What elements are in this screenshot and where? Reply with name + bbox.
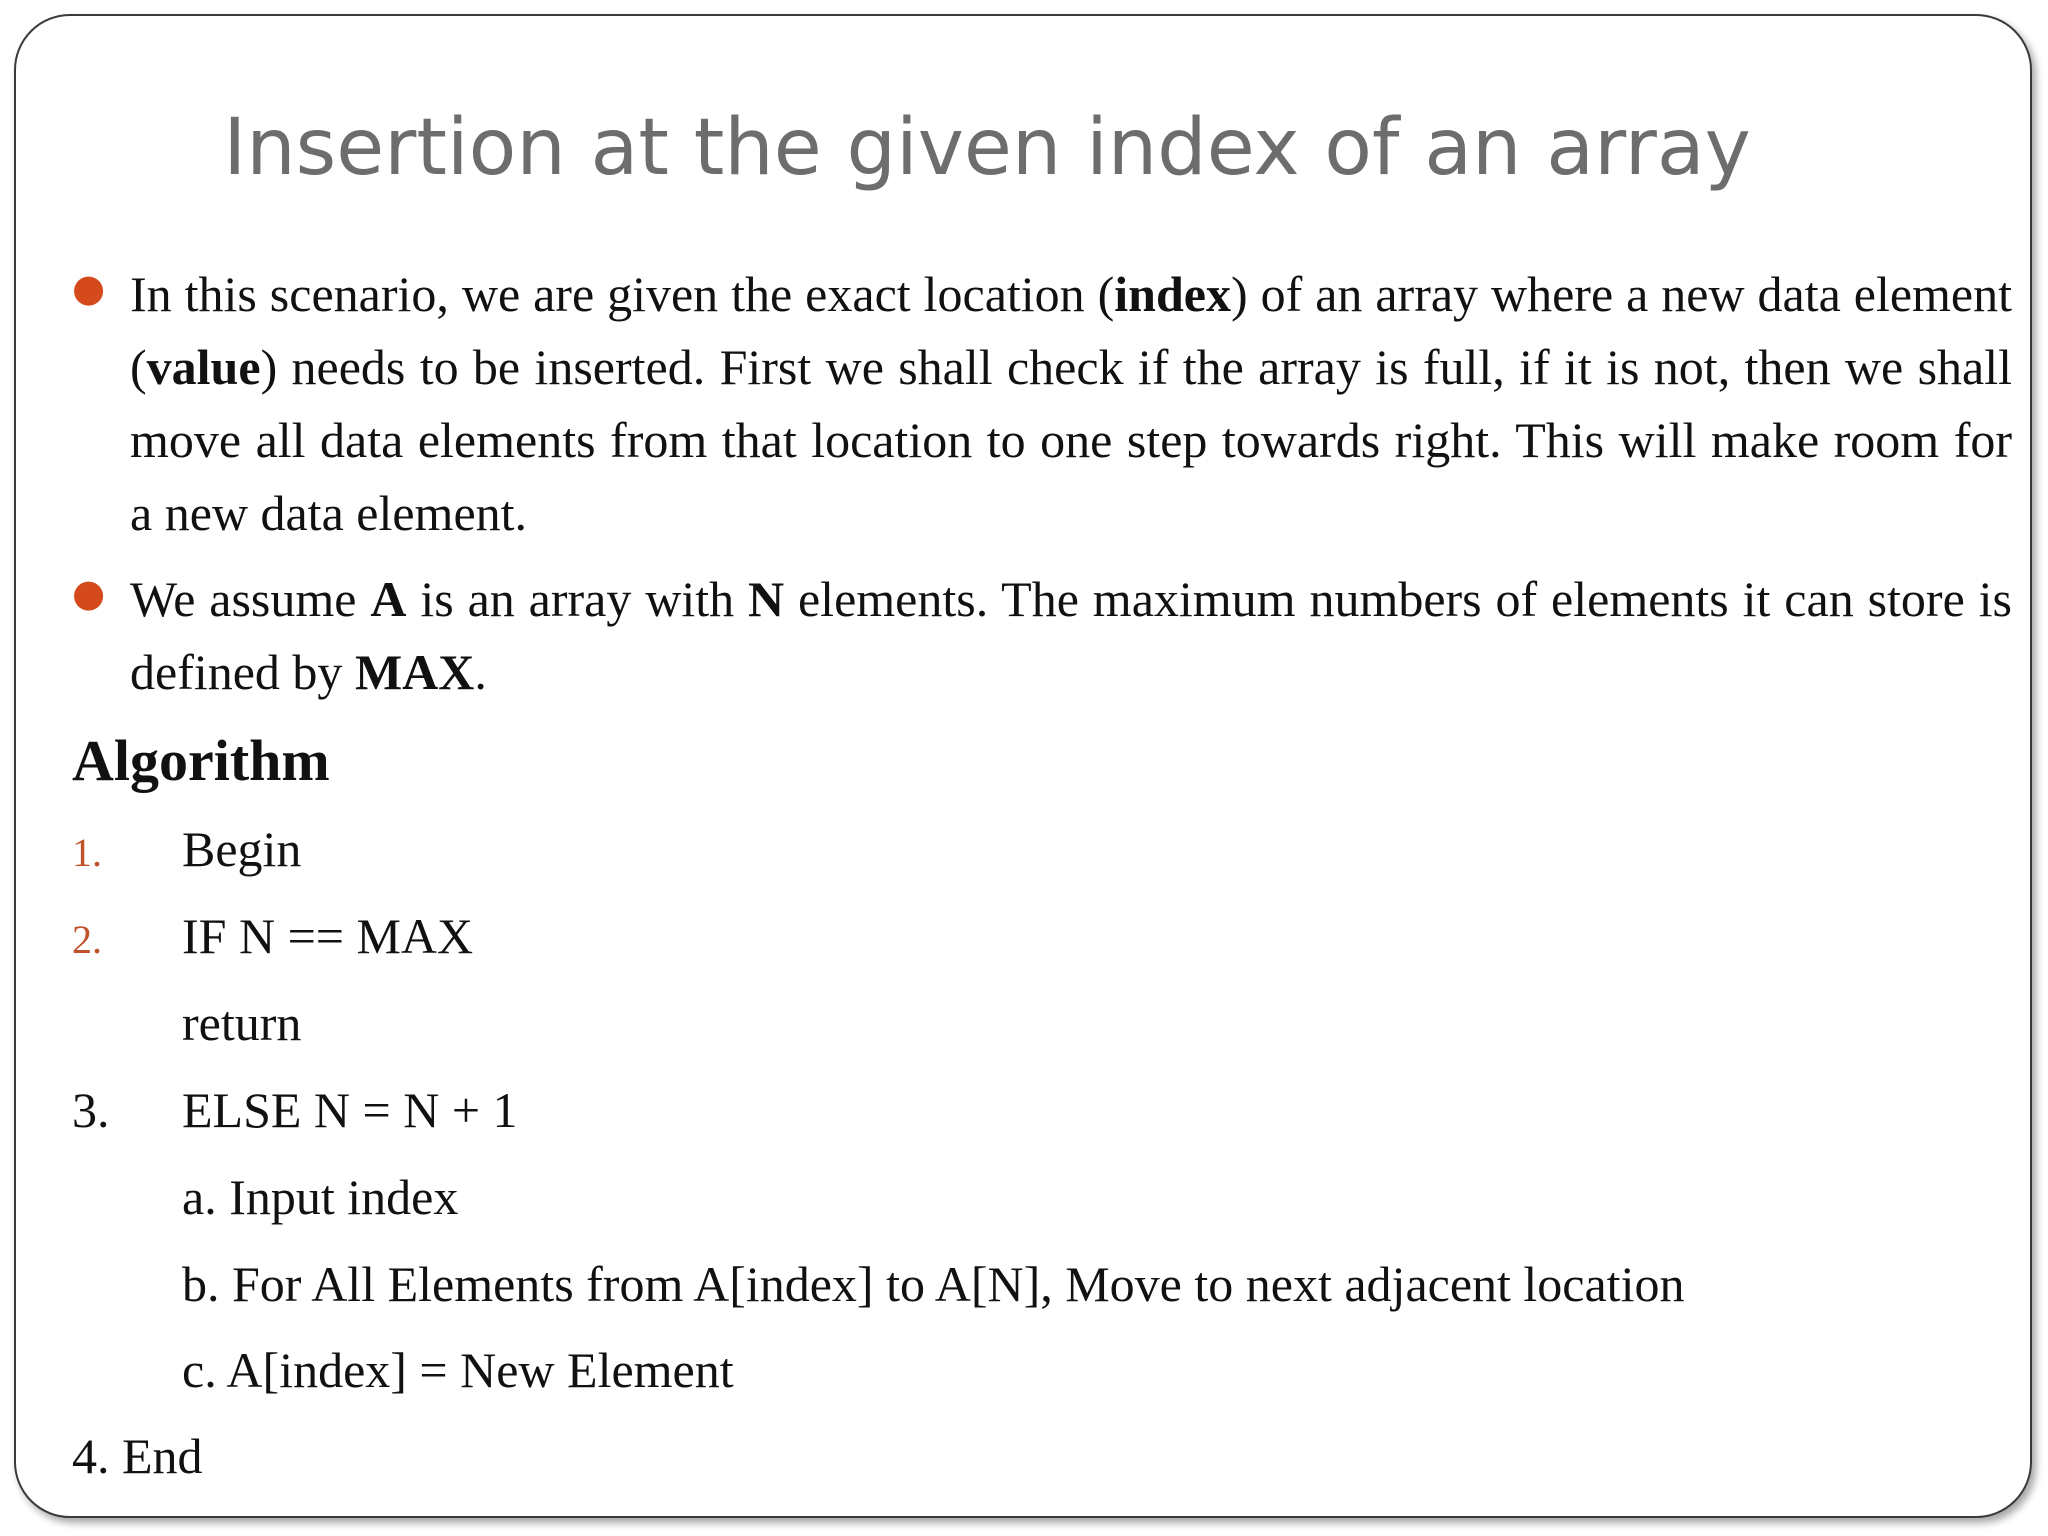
bullet-2-bold-a: A — [370, 571, 407, 627]
step-move-elements: b. For All Elements from A[index] to A[N], Move to next adjacent location — [182, 1256, 1685, 1312]
bullet-2 — [72, 563, 2013, 709]
bullet-2-text-d: . — [474, 644, 487, 700]
bullet-2-text-c: elements. The maximum numbers of elements it can store is defined by — [130, 571, 2013, 700]
bullet-2-bold-max: MAX — [354, 644, 475, 700]
step-if-full: IF N == MAX — [182, 908, 474, 964]
step-else: ELSE N = N + 1 — [182, 1082, 518, 1138]
step-number-3: 3. — [72, 1082, 110, 1138]
bullet-1-text-a: In this scenario, we are given the exact location ( — [130, 266, 1115, 322]
bullet-dot-icon: ● — [72, 571, 106, 615]
step-input-index: a. Input index — [182, 1169, 459, 1225]
bullet-1-bold-index: index — [1114, 266, 1231, 322]
bullet-2-text-a: We assume — [130, 571, 371, 627]
slide — [14, 14, 2032, 1518]
bullet-1-text-b: ) of an array where a new data element ( — [130, 266, 2012, 395]
step-begin: Begin — [182, 821, 302, 877]
bullet-2-text-b: is an array with — [406, 571, 748, 627]
bullet-1-text-c: ) needs to be inserted. First we shall check if the array is full, if it is not, then we shall move all data elements from that location to one step towards right. This will make room for a new data element. — [130, 339, 2012, 541]
step-number-2: 2. — [72, 917, 102, 962]
bullet-1 — [72, 258, 2012, 550]
step-return: return — [182, 995, 302, 1051]
slide-title: Insertion at the given index of an array — [223, 103, 1751, 193]
step-number-1: 1. — [72, 830, 102, 875]
bullet-1-bold-value: value — [146, 339, 261, 395]
step-end: 4. End — [72, 1428, 203, 1484]
algorithm-heading: Algorithm — [72, 728, 330, 793]
bullet-2-bold-n: N — [748, 571, 785, 627]
step-assign: c. A[index] = New Element — [182, 1342, 734, 1398]
bullet-dot-icon: ● — [72, 266, 106, 310]
